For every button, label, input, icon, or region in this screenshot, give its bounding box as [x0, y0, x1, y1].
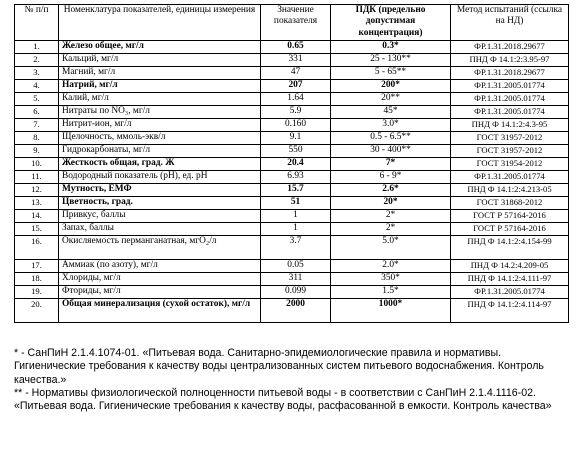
row-number: 17. [15, 260, 59, 273]
pdk-value: 6 - 9* [331, 171, 451, 184]
table-row [15, 223, 569, 236]
header-value: Значение показателя [261, 5, 331, 41]
indicator-name: Магний, мг/л [59, 67, 261, 80]
pdk-value: 5 - 65** [331, 67, 451, 80]
table-row [15, 93, 569, 106]
test-method: ПНД Ф 14.2:4.209-05 [451, 260, 569, 273]
table-row [15, 145, 569, 158]
pdk-value: 200* [331, 80, 451, 93]
pdk-value: 1.5* [331, 286, 451, 299]
indicator-name: Калий, мг/л [59, 93, 261, 106]
test-method: ГОСТ 31957-2012 [451, 145, 569, 158]
indicator-value: 1 [261, 210, 331, 223]
indicator-value: 311 [261, 273, 331, 286]
test-method: ФР.1.31.2005.01774 [451, 286, 569, 299]
pdk-value: 0.3* [331, 41, 451, 54]
test-method: ФР.1.31.2005.01774 [451, 80, 569, 93]
row-number: 15. [15, 223, 59, 236]
pdk-value: 3.0* [331, 119, 451, 132]
row-number: 6. [15, 106, 59, 119]
water-analysis-table [14, 4, 569, 323]
indicator-value: 3.7 [261, 236, 331, 260]
pdk-value: 2.6* [331, 184, 451, 197]
pdk-value: 2* [331, 210, 451, 223]
test-method: ФР.1.31.2018.29677 [451, 67, 569, 80]
indicator-value: 1.64 [261, 93, 331, 106]
table-row [15, 67, 569, 80]
table-row [15, 260, 569, 273]
indicator-value: 6.93 [261, 171, 331, 184]
indicator-value: 5.9 [261, 106, 331, 119]
indicator-value: 1 [261, 223, 331, 236]
row-number: 18. [15, 273, 59, 286]
table-row [15, 286, 569, 299]
indicator-name: Окисляемость перманганатная, мгО₂/л [59, 236, 261, 260]
header-pdk: ПДК (предельно допустимая концентрация) [331, 5, 451, 41]
table-row [15, 299, 569, 323]
row-number: 5. [15, 93, 59, 106]
indicator-name: Цветность, град. [59, 197, 261, 210]
row-number: 8. [15, 132, 59, 145]
row-number: 2. [15, 54, 59, 67]
table-row [15, 236, 569, 260]
indicator-name: Общая минерализация (сухой остаток), мг/л [59, 299, 261, 323]
indicator-value: 9.1 [261, 132, 331, 145]
test-method: ПНД Ф 14.1:2:4.3-95 [451, 119, 569, 132]
pdk-value: 25 - 130** [331, 54, 451, 67]
footnote-double-asterisk: ** - Нормативы физиологической полноценности питьевой воды - в соответствии с СанПиН 2.1.4.1116-02. «Питьевая вода. Гигиенические требования к качеству воды, расфасованной в емкости. Контроль качества» [14, 386, 552, 413]
test-method: ГОСТ 31868-2012 [451, 197, 569, 210]
row-number: 11. [15, 171, 59, 184]
row-number: 3. [15, 67, 59, 80]
header-name: Номенклатура показателей, единицы измерения [59, 5, 261, 41]
row-number: 7. [15, 119, 59, 132]
test-method: ПНД Ф 14.1:2:4.213-05 [451, 184, 569, 197]
test-method: ГОСТ 31957-2012 [451, 132, 569, 145]
test-method: ПНД Ф 14.1:2:3.95-97 [451, 54, 569, 67]
indicator-name: Железо общее, мг/л [59, 41, 261, 54]
table-row [15, 41, 569, 54]
row-number: 13. [15, 197, 59, 210]
table-row [15, 197, 569, 210]
test-method: ГОСТ 31954-2012 [451, 158, 569, 171]
indicator-value: 0.05 [261, 260, 331, 273]
table-header-row [15, 5, 569, 41]
indicator-name: Аммиак (по азоту), мг/л [59, 260, 261, 273]
indicator-name: Гидрокарбонаты, мг/л [59, 145, 261, 158]
pdk-value: 7* [331, 158, 451, 171]
indicator-value: 331 [261, 54, 331, 67]
table-row [15, 106, 569, 119]
test-method: ПНД Ф 14.1:2:4.154-99 [451, 236, 569, 260]
test-method: ФР.1.31.2005.01774 [451, 171, 569, 184]
pdk-value: 2* [331, 223, 451, 236]
row-number: 16. [15, 236, 59, 260]
indicator-name: Запах, баллы [59, 223, 261, 236]
row-number: 14. [15, 210, 59, 223]
table-row [15, 119, 569, 132]
indicator-name: Фториды, мг/л [59, 286, 261, 299]
footnotes [14, 347, 574, 413]
indicator-value: 550 [261, 145, 331, 158]
table-row [15, 184, 569, 197]
test-method: ФР.1.31.2005.01774 [451, 93, 569, 106]
header-num: № п/п [15, 5, 59, 41]
indicator-name: Нитрит-ион, мг/л [59, 119, 261, 132]
indicator-value: 20.4 [261, 158, 331, 171]
pdk-value: 2.0* [331, 260, 451, 273]
row-number: 9. [15, 145, 59, 158]
indicator-value: 15.7 [261, 184, 331, 197]
row-number: 20. [15, 299, 59, 323]
table-row [15, 171, 569, 184]
pdk-value: 30 - 400** [331, 145, 451, 158]
test-method: ФР.1.31.2018.29677 [451, 41, 569, 54]
header-method: Метод испытаний (ссылка на НД) [451, 5, 569, 41]
table-row [15, 273, 569, 286]
indicator-name: Хлориды, мг/л [59, 273, 261, 286]
indicator-value: 0.160 [261, 119, 331, 132]
test-method: ФР.1.31.2005.01774 [451, 106, 569, 119]
indicator-value: 51 [261, 197, 331, 210]
table-body [15, 41, 569, 323]
table-row [15, 80, 569, 93]
indicator-name: Кальций, мг/л [59, 54, 261, 67]
test-method: ПНД Ф 14.1:2:4.114-97 [451, 299, 569, 323]
pdk-value: 1000* [331, 299, 451, 323]
indicator-value: 0.099 [261, 286, 331, 299]
table-row [15, 158, 569, 171]
test-method: ГОСТ Р 57164-2016 [451, 210, 569, 223]
test-method: ГОСТ Р 57164-2016 [451, 223, 569, 236]
indicator-name: Натрий, мг/л [59, 80, 261, 93]
row-number: 4. [15, 80, 59, 93]
pdk-value: 20** [331, 93, 451, 106]
pdk-value: 5.0* [331, 236, 451, 260]
pdk-value: 0.5 - 6.5** [331, 132, 451, 145]
pdk-value: 45* [331, 106, 451, 119]
indicator-value: 47 [261, 67, 331, 80]
indicator-name: Жесткость общая, град. Ж [59, 158, 261, 171]
indicator-value: 207 [261, 80, 331, 93]
indicator-value: 2000 [261, 299, 331, 323]
footnote-single-asterisk: * - СанПиН 2.1.4.1074-01. «Питьевая вода. Санитарно-эпидемиологические правила и нормативы. Гигиенические требования к качеству воды централизованных систем питьевого водоснабжения. Контроль качества.» [14, 347, 544, 386]
indicator-name: Водородный показатель (pH), ед. pH [59, 171, 261, 184]
results-table-container [14, 4, 568, 323]
indicator-name: Щелочность, ммоль-экв/л [59, 132, 261, 145]
pdk-value: 20* [331, 197, 451, 210]
row-number: 12. [15, 184, 59, 197]
indicator-name: Нитраты по NO₃, мг/л [59, 106, 261, 119]
indicator-name: Мутность, ЕМФ [59, 184, 261, 197]
table-row [15, 54, 569, 67]
test-method: ПНД Ф 14.1:2:4.111-97 [451, 273, 569, 286]
row-number: 19. [15, 286, 59, 299]
row-number: 10. [15, 158, 59, 171]
indicator-value: 0.65 [261, 41, 331, 54]
indicator-name: Привкус, баллы [59, 210, 261, 223]
row-number: 1. [15, 41, 59, 54]
table-row [15, 210, 569, 223]
table-row [15, 132, 569, 145]
pdk-value: 350* [331, 273, 451, 286]
